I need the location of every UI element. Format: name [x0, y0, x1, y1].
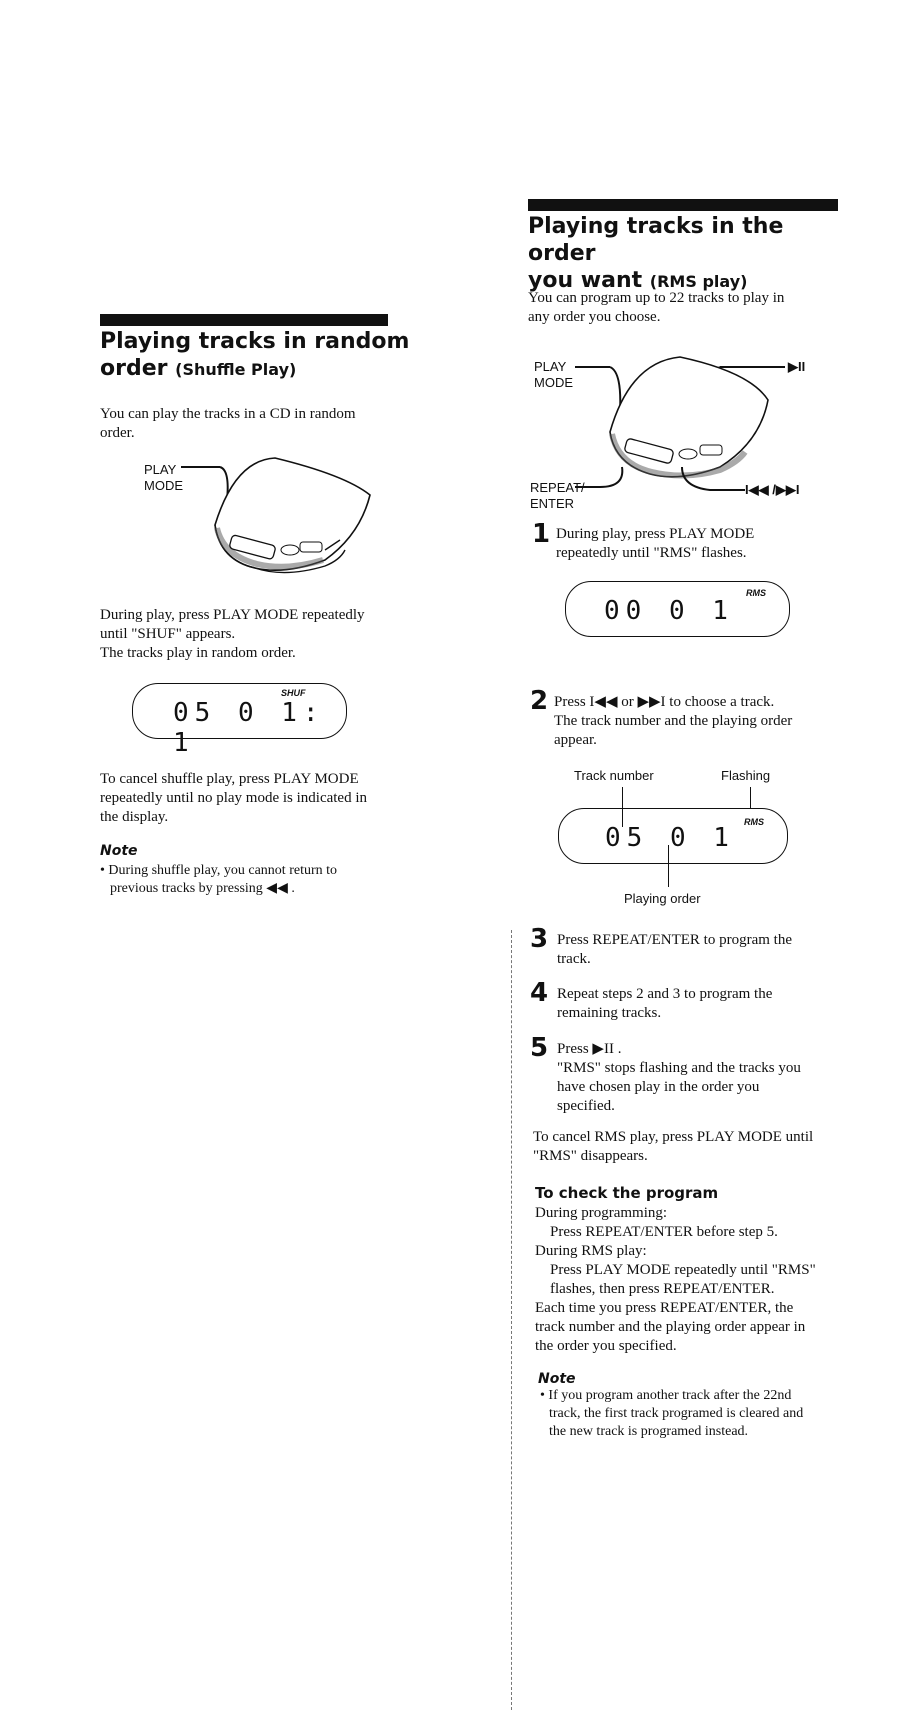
shuffle-instruction-1: During play, press PLAY MODE repeatedly: [100, 607, 365, 623]
check-program-title: To check the program: [535, 1184, 719, 1202]
rms-cancel-1: To cancel RMS play, press PLAY MODE until: [533, 1129, 814, 1145]
step-5-line3: have chosen play in the order you: [557, 1079, 760, 1095]
check-line-4: Press PLAY MODE repeatedly until "RMS": [550, 1262, 816, 1278]
label-repeat: REPEAT/: [530, 480, 585, 495]
play-mode-label-right: [534, 359, 573, 391]
shuffle-cancel-2: repeatedly until no play mode is indicated in: [100, 790, 368, 806]
lcd-digits-shuffle: 05 0 1: 1: [173, 698, 325, 758]
step-3-number: 3: [530, 924, 549, 954]
shuffle-note-body: [100, 862, 400, 898]
step-1-line2: repeatedly until "RMS" flashes.: [556, 545, 747, 561]
shuffle-cancel-text: [100, 770, 420, 827]
rms-note-line2: track, the first track programed is cleared and: [549, 1406, 804, 1421]
rms-intro: [528, 289, 828, 327]
rms-note-line3: the new track is programed instead.: [549, 1424, 749, 1439]
rms-heading-line2: you want: [528, 268, 643, 293]
step-3-line2: track.: [557, 951, 591, 967]
check-line-7: track number and the playing order appear in: [535, 1319, 806, 1335]
rms-heading: [528, 213, 858, 295]
check-line-8: the order you specified.: [535, 1338, 677, 1354]
step-1-text: [556, 525, 856, 563]
label-play: PLAY: [144, 462, 177, 477]
lcd-badge-shuf: SHUF: [281, 688, 306, 698]
skip-buttons-label: I◀◀ /▶▶I: [745, 482, 800, 497]
step-2-line1: Press I◀◀ or ▶▶I to choose a track.: [554, 694, 775, 710]
track-number-label: Track number: [574, 768, 654, 783]
rms-note-line1: • If you program another track after the 22nd: [540, 1388, 792, 1403]
flashing-label: Flashing: [721, 768, 771, 783]
check-line-2: Press REPEAT/ENTER before step 5.: [550, 1224, 778, 1240]
step-5-number: 5: [530, 1033, 549, 1063]
lcd-digits-rms-1: 00 0 1: [604, 596, 734, 626]
lcd-display-shuffle: [132, 683, 347, 758]
step-3-text: [557, 931, 857, 969]
rms-cancel-2: "RMS" disappears.: [533, 1148, 648, 1164]
step-4-line2: remaining tracks.: [557, 1005, 662, 1021]
play-pause-label: ▶II: [788, 359, 806, 374]
shuffle-heading: [100, 328, 420, 383]
margin-dashed-line: [511, 930, 512, 1710]
rms-intro-1: You can program up to 22 tracks to play in: [528, 290, 785, 306]
flashing-pointer: [750, 787, 751, 809]
shuffle-note-line2: previous tracks by pressing ◀◀ .: [110, 881, 295, 896]
step-5-line4: specified.: [557, 1098, 615, 1114]
lcd-digits-rms-2: 05 0 1: [605, 823, 735, 853]
check-program-body: [535, 1204, 855, 1356]
step-2-text: [554, 693, 864, 750]
rms-note-title: Note: [538, 1371, 576, 1387]
step-2-number: 2: [530, 686, 549, 716]
cd-player-illustration-right: [570, 352, 788, 497]
section-rule-right: [528, 199, 838, 211]
shuffle-intro: You can play the tracks in a CD in random order.: [100, 406, 356, 441]
shuffle-note-title: Note: [100, 843, 138, 859]
step-3-line1: Press REPEAT/ENTER to program the: [557, 932, 792, 948]
rms-note-body: [540, 1387, 850, 1441]
lcd-badge-rms-2: RMS: [744, 817, 764, 827]
playing-order-pointer: [668, 845, 669, 887]
shuffle-heading-paren: (Shuffle Play): [175, 360, 297, 379]
shuffle-heading-line2: order: [100, 356, 168, 381]
rms-heading-line1: Playing tracks in the order: [528, 214, 784, 266]
shuffle-instruction-2: until "SHUF" appears.: [100, 626, 236, 642]
step-1-number: 1: [532, 519, 551, 549]
check-line-5: flashes, then press REPEAT/ENTER.: [550, 1281, 775, 1297]
shuffle-instruction-3: The tracks play in random order.: [100, 645, 296, 661]
label-mode: MODE: [144, 478, 183, 493]
check-line-1: During programming:: [535, 1205, 668, 1221]
rms-intro-2: any order you choose.: [528, 309, 661, 325]
step-4-number: 4: [530, 978, 549, 1008]
lcd-badge-rms-1: RMS: [746, 588, 766, 598]
shuffle-note-line1: • During shuffle play, you cannot return to: [100, 863, 338, 878]
step-1-line1: During play, press PLAY MODE: [556, 526, 755, 542]
step-5-line2: "RMS" stops flashing and the tracks you: [557, 1060, 801, 1076]
lcd-display-rms-2: [558, 808, 788, 864]
shuffle-cancel-3: the display.: [100, 809, 169, 825]
step-2-line2: The track number and the playing order: [554, 713, 793, 729]
shuffle-cancel-1: To cancel shuffle play, press PLAY MODE: [100, 771, 359, 787]
rms-cancel-text: [533, 1128, 853, 1166]
shuffle-heading-line1: Playing tracks in random: [100, 329, 410, 354]
step-4-text: [557, 985, 857, 1023]
label-mode-right: MODE: [534, 375, 573, 390]
step-2-line3: appear.: [554, 732, 597, 748]
step-5-text: [557, 1040, 867, 1116]
playing-order-label: Playing order: [624, 891, 701, 906]
cd-player-illustration-left: [175, 450, 390, 585]
rms-heading-paren: (RMS play): [649, 272, 748, 291]
lcd-display-rms-1: [565, 581, 790, 637]
section-rule-left: [100, 314, 388, 326]
step-4-line1: Repeat steps 2 and 3 to program the: [557, 986, 773, 1002]
shuffle-instructions: [100, 606, 410, 663]
step-5-line1: Press ▶II .: [557, 1041, 622, 1057]
label-enter: ENTER: [530, 496, 575, 511]
check-line-3: During RMS play:: [535, 1243, 647, 1259]
check-line-6: Each time you press REPEAT/ENTER, the: [535, 1300, 794, 1316]
label-play-right: PLAY: [534, 359, 567, 374]
